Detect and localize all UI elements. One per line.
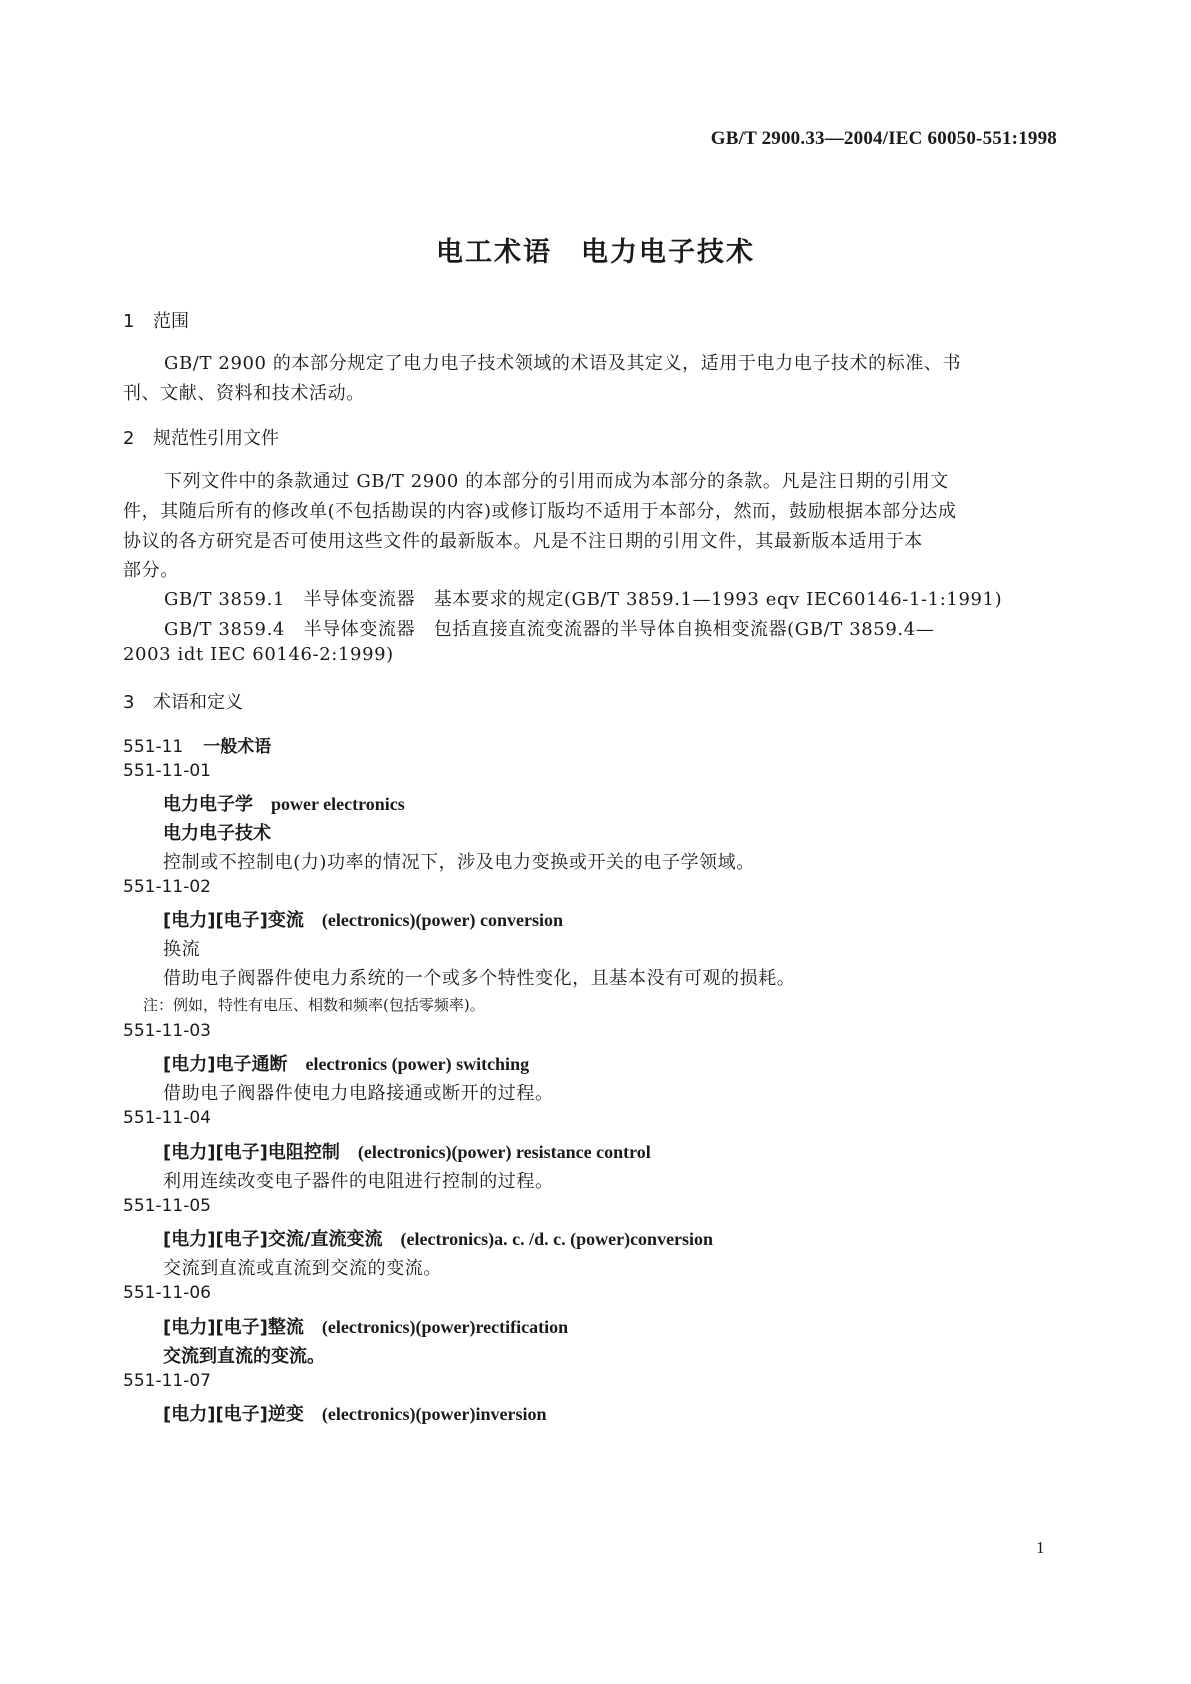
term-heading [163, 1050, 529, 1076]
references-paragraph-line-4: 部分。 [123, 560, 179, 581]
entry-code: 551-11-06 [123, 1283, 211, 1303]
entry-code: 551-11-04 [123, 1108, 211, 1128]
section-1-heading [123, 307, 189, 333]
term-en: (electronics)a. c. /d. c. (power)conversion [400, 1229, 714, 1249]
section-title: 范围 [153, 311, 189, 332]
term-heading [163, 1313, 568, 1339]
term-definition: 借助电子阀器件使电力电路接通或断开的过程。 [163, 1083, 554, 1104]
reference-item-2-line-1: GB/T 3859.4 半导体变流器 包括直接直流变流器的半导体自换相变流器(GB/T 3859.4— [164, 619, 935, 640]
entry-code: 551-11-07 [123, 1371, 211, 1391]
term-synonym: 电力电子技术 [163, 823, 271, 844]
term-cn: [电力][电子]逆变 [163, 1404, 304, 1425]
reference-item-1: GB/T 3859.1 半导体变流器 基本要求的规定(GB/T 3859.1—1993 eqv IEC60146-1-1:1991) [164, 589, 1003, 610]
term-note: 注：例如，特性有电压、相数和频率(包括零频率)。 [143, 996, 485, 1014]
section-title: 规范性引用文件 [153, 428, 279, 449]
term-cn: [电力][电子]变流 [163, 910, 304, 931]
term-heading [163, 790, 405, 816]
section-number: 3 [123, 692, 135, 713]
term-heading [163, 1225, 713, 1251]
term-group-heading [123, 732, 271, 757]
term-en: power electronics [271, 794, 405, 814]
term-cn: [电力][电子]电阻控制 [163, 1142, 340, 1163]
term-heading [163, 1138, 651, 1164]
term-en: (electronics)(power) conversion [321, 910, 563, 930]
term-heading [163, 906, 563, 932]
term-cn: [电力][电子]整流 [163, 1317, 304, 1338]
term-en: electronics (power) switching [305, 1054, 530, 1074]
term-definition: 控制或不控制电(力)功率的情况下，涉及电力变换或开关的电子学领域。 [163, 852, 755, 873]
references-paragraph-line-1: 下列文件中的条款通过 GB/T 2900 的本部分的引用而成为本部分的条款。凡是注日期的引用文 [164, 471, 949, 492]
scope-paragraph-line-2: 刊、文献、资料和技术活动。 [123, 383, 365, 404]
section-title: 术语和定义 [153, 692, 243, 713]
entry-code: 551-11-01 [123, 761, 211, 781]
term-cn: [电力][电子]交流/直流变流 [163, 1229, 383, 1250]
references-paragraph-line-3: 协议的各方研究是否可使用这些文件的最新版本。凡是不注日期的引用文件，其最新版本适用于本 [123, 531, 923, 552]
term-en: (electronics)(power) resistance control [357, 1142, 651, 1162]
term-definition: 交流到直流或直流到交流的变流。 [163, 1258, 442, 1279]
term-synonym: 换流 [163, 939, 201, 960]
term-definition: 利用连续改变电子器件的电阻进行控制的过程。 [163, 1171, 554, 1192]
term-cn: 电力电子学 [163, 794, 253, 815]
term-en: (electronics)(power)inversion [321, 1404, 547, 1424]
entry-code: 551-11-05 [123, 1196, 211, 1216]
section-3-heading [123, 688, 243, 714]
group-number: 551-11 [123, 737, 184, 757]
term-en: (electronics)(power)rectification [321, 1317, 569, 1337]
term-cn: [电力]电子通断 [163, 1054, 288, 1075]
page-number: 1 [1036, 1538, 1045, 1557]
term-definition: 交流到直流的变流。 [163, 1346, 325, 1367]
section-number: 1 [123, 311, 135, 332]
section-2-heading [123, 424, 279, 450]
standard-code: GB/T 2900.33—2004/IEC 60050-551:1998 [710, 128, 1057, 149]
document-title: 电工术语 电力电子技术 [436, 237, 755, 268]
scope-paragraph-line-1: GB/T 2900 的本部分规定了电力电子技术领域的术语及其定义，适用于电力电子技术的标准、书 [164, 353, 962, 374]
references-paragraph-line-2: 件，其随后所有的修改单(不包括勘误的内容)或修订版均不适用于本部分，然而，鼓励根据本部分达成 [123, 501, 957, 522]
group-title: 一般术语 [203, 737, 272, 757]
term-definition: 借助电子阀器件使电力系统的一个或多个特性变化，且基本没有可观的损耗。 [163, 968, 796, 989]
term-heading [163, 1400, 547, 1426]
reference-item-2-line-2: 2003 idt IEC 60146-2:1999) [123, 644, 394, 665]
entry-code: 551-11-03 [123, 1021, 211, 1041]
section-number: 2 [123, 428, 135, 449]
entry-code: 551-11-02 [123, 877, 211, 897]
